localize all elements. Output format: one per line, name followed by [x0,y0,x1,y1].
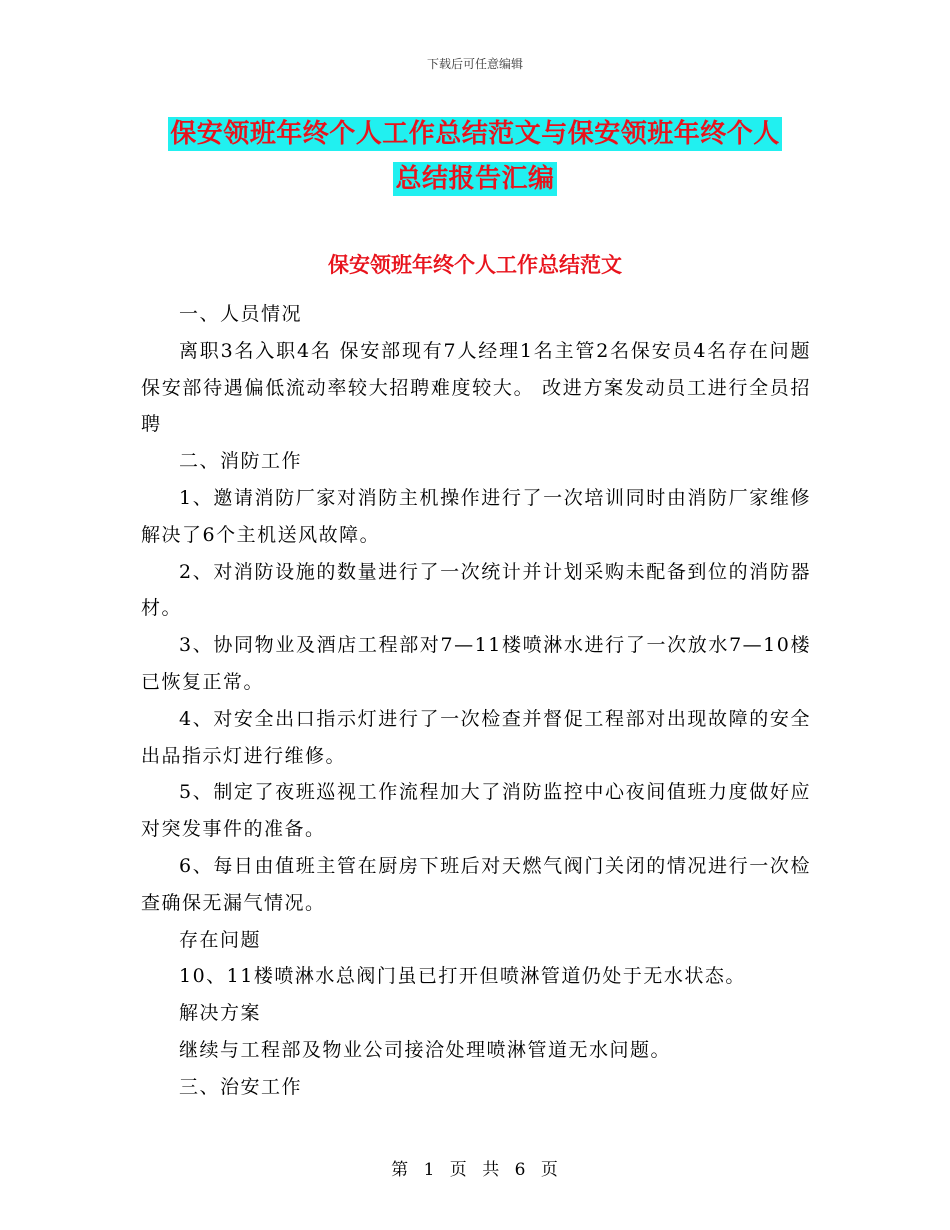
paragraph-fire-item-5: 5、制定了夜班巡视工作流程加大了消防监控中心夜间值班力度做好应对突发事件的准备。 [141,781,811,841]
title-line-1-text: 保安领班年终个人工作总结范文与保安领班年终个人 [170,119,780,149]
header-note: 下载后可任意编辑 [426,57,523,71]
paragraph-fire-item-1: 1、邀请消防厂家对消防主机操作进行了一次培训同时由消防厂家维修解决了6个主机送风故障。 [141,486,811,546]
heading-solution: 解决方案 [179,1002,262,1025]
paragraph-solution: 继续与工程部及物业公司接洽处理喷淋管道无水问题。 [179,1038,672,1061]
current-page-number: 1 [423,1160,436,1180]
total-page-count: 6 [514,1160,527,1180]
document-title-line-1 [140,113,810,150]
paragraph-personnel: 离职3名入职4名 保安部现有7人经理1名主管2名保安员4名存在问题保安部待遇偏低流动率较大招聘难度较大。 改进方案发动员工进行全员招聘 [141,339,811,436]
footer-total-prefix: 共 [482,1160,501,1180]
heading-personnel: 一、人员情况 [179,303,303,325]
page-footer [0,1155,950,1180]
paragraph-fire-item-3: 3、协同物业及酒店工程部对7—11楼喷淋水进行了一次放水7—10楼已恢复正常。 [141,634,811,693]
footer-prefix: 第 [391,1160,410,1180]
document-title-line-2 [140,158,810,195]
paragraph-fire-item-6: 6、每日由值班主管在厨房下班后对天燃气阀门关闭的情况进行一次检查确保无漏气情况。 [141,854,811,914]
footer-total-unit: 页 [540,1160,559,1180]
heading-fire-work: 二、消防工作 [179,450,303,473]
paragraph-fire-item-2: 2、对消防设施的数量进行了一次统计并计划采购未配备到位的消防器材。 [141,560,811,620]
heading-problems: 存在问题 [179,928,262,951]
title-line-2-text: 总结报告汇编 [395,164,555,194]
heading-security-work: 三、治安工作 [179,1075,303,1098]
paragraph-fire-item-4: 4、对安全出口指示灯进行了一次检查并督促工程部对出现故障的安全出品指示灯进行维修。 [141,707,811,767]
section-title: 保安领班年终个人工作总结范文 [328,253,622,277]
footer-page-unit: 页 [449,1160,468,1180]
document-body [141,296,811,1106]
paragraph-problems: 10、11楼喷淋水总阀门虽已打开但喷淋管道仍处于无水状态。 [179,965,746,988]
